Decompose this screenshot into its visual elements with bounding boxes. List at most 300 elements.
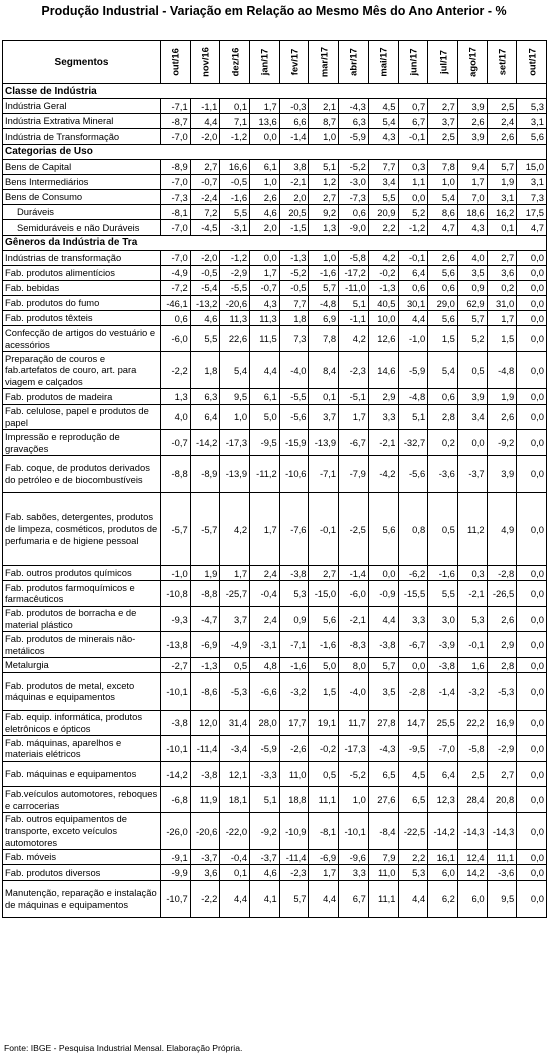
value-cell: 17,5 [517, 205, 547, 220]
value-cell: 0,0 [517, 761, 547, 787]
value-cell: 9,2 [309, 205, 339, 220]
table-row [3, 850, 547, 865]
value-cell: 4,4 [190, 114, 220, 129]
value-cell: -14,3 [487, 812, 517, 849]
value-cell: 2,7 [428, 99, 458, 114]
value-cell: 4,4 [250, 352, 280, 389]
value-cell: 5,5 [428, 581, 458, 607]
value-cell: 18,8 [279, 787, 309, 813]
value-cell: 5,4 [220, 352, 250, 389]
table-row [3, 159, 547, 174]
value-cell: 1,0 [309, 250, 339, 265]
value-cell: 0,5 [220, 657, 250, 672]
value-cell: 20,8 [487, 787, 517, 813]
value-cell: -1,5 [279, 220, 309, 235]
value-cell: 4,0 [457, 250, 487, 265]
value-cell: -10,1 [161, 736, 191, 762]
segment-label: Fab. sabões, detergentes, produtos de limpeza, cosméticos, produtos de perfumaria e de higiene pessoal [3, 493, 161, 566]
segment-label: Fab. produtos de madeira [3, 389, 161, 404]
value-cell: 2,7 [309, 565, 339, 580]
value-cell: 0,0 [517, 632, 547, 658]
table-row [3, 205, 547, 220]
value-cell: 5,0 [250, 404, 280, 430]
value-cell: -3,9 [428, 632, 458, 658]
value-cell: -1,6 [220, 189, 250, 204]
value-cell: 0,0 [517, 455, 547, 492]
value-cell: -0,1 [309, 493, 339, 566]
value-cell: -3,0 [339, 174, 369, 189]
value-cell: -1,4 [279, 129, 309, 144]
value-cell: -5,9 [398, 352, 428, 389]
value-cell: -1,4 [339, 565, 369, 580]
value-cell: 4,4 [398, 311, 428, 326]
value-cell: -1,1 [339, 311, 369, 326]
value-cell: 3,5 [368, 673, 398, 710]
value-cell: 16,6 [220, 159, 250, 174]
value-cell: -13,8 [161, 632, 191, 658]
value-cell: -2,2 [190, 880, 220, 917]
value-cell: -22,5 [398, 812, 428, 849]
value-cell: -8,9 [190, 455, 220, 492]
value-cell: 3,7 [220, 606, 250, 632]
segment-label: Confecção de artigos do vestuário e acessórios [3, 326, 161, 352]
value-cell: 62,9 [457, 296, 487, 311]
month-column-header [457, 41, 487, 84]
value-cell: 1,7 [250, 99, 280, 114]
value-cell: -3,2 [279, 673, 309, 710]
value-cell: 2,4 [487, 114, 517, 129]
value-cell: -6,7 [398, 632, 428, 658]
value-cell: -4,9 [161, 265, 191, 280]
month-label: jun/17 [407, 48, 419, 76]
value-cell: 4,2 [368, 250, 398, 265]
value-cell: -7,1 [309, 455, 339, 492]
value-cell: 5,1 [309, 159, 339, 174]
value-cell: 1,7 [220, 565, 250, 580]
value-cell: -3,4 [220, 736, 250, 762]
value-cell: 0,0 [517, 565, 547, 580]
value-cell: 0,0 [517, 389, 547, 404]
table-row [3, 865, 547, 880]
value-cell: 1,7 [339, 404, 369, 430]
value-cell: -9,9 [161, 865, 191, 880]
value-cell: 4,0 [161, 404, 191, 430]
value-cell: -2,7 [161, 657, 191, 672]
value-cell: -6,2 [398, 565, 428, 580]
value-cell: -5,4 [190, 280, 220, 295]
value-cell: -4,3 [339, 99, 369, 114]
value-cell: 13,6 [250, 114, 280, 129]
value-cell: -1,6 [309, 265, 339, 280]
value-cell: -25,7 [220, 581, 250, 607]
value-cell: -0,2 [309, 736, 339, 762]
segment-label: Manutenção, reparação e instalação de máquinas e equipamentos [3, 880, 161, 917]
value-cell: 3,1 [517, 114, 547, 129]
table-row [3, 880, 547, 917]
table-body [3, 84, 547, 918]
value-cell: 12,4 [457, 850, 487, 865]
value-cell: 1,9 [487, 389, 517, 404]
value-cell: 6,4 [190, 404, 220, 430]
table-row [3, 761, 547, 787]
production-table [2, 40, 547, 918]
value-cell: 3,1 [487, 189, 517, 204]
table-row [3, 129, 547, 144]
value-cell: -2,9 [220, 265, 250, 280]
value-cell: 6,7 [339, 880, 369, 917]
value-cell: -15,0 [309, 581, 339, 607]
month-label: jan/17 [258, 48, 270, 76]
value-cell: -6,9 [309, 850, 339, 865]
value-cell: 4,9 [487, 493, 517, 566]
value-cell: 7,3 [279, 326, 309, 352]
month-label: mai/17 [377, 47, 389, 77]
table-row [3, 250, 547, 265]
value-cell: 2,7 [309, 189, 339, 204]
value-cell: -2,0 [190, 250, 220, 265]
value-cell: 11,1 [487, 850, 517, 865]
value-cell: -3,8 [161, 710, 191, 736]
value-cell: 5,7 [457, 311, 487, 326]
value-cell: 0,1 [220, 99, 250, 114]
month-label: out/16 [169, 48, 181, 76]
value-cell: -3,6 [487, 865, 517, 880]
table-row [3, 265, 547, 280]
value-cell: 0,6 [161, 311, 191, 326]
value-cell: 29,0 [428, 296, 458, 311]
table-header-row [3, 41, 547, 84]
value-cell: 28,0 [250, 710, 280, 736]
value-cell: -10,7 [161, 880, 191, 917]
value-cell: 3,5 [457, 265, 487, 280]
value-cell: 5,1 [398, 404, 428, 430]
value-cell: 9,5 [220, 389, 250, 404]
value-cell: 11,9 [190, 787, 220, 813]
value-cell: 2,6 [487, 606, 517, 632]
value-cell: 1,7 [457, 174, 487, 189]
month-column-header [339, 41, 369, 84]
value-cell: -2,3 [339, 352, 369, 389]
value-cell: 5,4 [368, 114, 398, 129]
value-cell: 7,7 [279, 296, 309, 311]
value-cell: 7,8 [309, 326, 339, 352]
value-cell: 5,5 [190, 326, 220, 352]
segment-label: Fab. coque, de produtos derivados do petróleo e de biocombustíveis [3, 455, 161, 492]
value-cell: 40,5 [368, 296, 398, 311]
value-cell: 12,3 [428, 787, 458, 813]
value-cell: 0,0 [517, 606, 547, 632]
value-cell: 5,3 [398, 865, 428, 880]
value-cell: -1,3 [368, 280, 398, 295]
value-cell: 2,2 [368, 220, 398, 235]
value-cell: -5,6 [279, 404, 309, 430]
value-cell: 3,9 [457, 389, 487, 404]
segment-label: Fab. produtos do fumo [3, 296, 161, 311]
value-cell: 31,0 [487, 296, 517, 311]
value-cell: -7,0 [161, 250, 191, 265]
month-column-header [487, 41, 517, 84]
value-cell: 7,0 [457, 189, 487, 204]
value-cell: -8,1 [309, 812, 339, 849]
value-cell: 2,4 [250, 565, 280, 580]
value-cell: -26,0 [161, 812, 191, 849]
value-cell: -13,9 [220, 455, 250, 492]
table-row [3, 311, 547, 326]
value-cell: 2,7 [487, 250, 517, 265]
value-cell: -8,1 [161, 205, 191, 220]
table-row [3, 99, 547, 114]
value-cell: -4,0 [339, 673, 369, 710]
value-cell: -5,2 [339, 159, 369, 174]
value-cell: -14,2 [161, 761, 191, 787]
month-label: fev/17 [288, 48, 300, 76]
value-cell: 0,9 [279, 606, 309, 632]
value-cell: 0,0 [517, 880, 547, 917]
value-cell: -5,7 [161, 493, 191, 566]
value-cell: -7,1 [161, 99, 191, 114]
segment-label: Indústria Extrativa Mineral [3, 114, 161, 129]
value-cell: 19,1 [309, 710, 339, 736]
value-cell: 1,0 [309, 129, 339, 144]
segment-label: Preparação de couros e fab.artefatos de couro, art. para viagem e calçados [3, 352, 161, 389]
value-cell: 14,7 [398, 710, 428, 736]
value-cell: 2,5 [428, 129, 458, 144]
value-cell: 0,0 [517, 673, 547, 710]
value-cell: 0,0 [250, 129, 280, 144]
section-label: Categorias de Uso [3, 144, 547, 159]
value-cell: 1,3 [161, 389, 191, 404]
value-cell: -2,0 [190, 129, 220, 144]
value-cell: 1,3 [309, 220, 339, 235]
value-cell: 11,0 [368, 865, 398, 880]
value-cell: -14,2 [190, 430, 220, 456]
value-cell: 0,0 [517, 581, 547, 607]
value-cell: -2,4 [190, 189, 220, 204]
value-cell: 3,9 [487, 455, 517, 492]
value-cell: -3,8 [428, 657, 458, 672]
value-cell: -0,1 [398, 250, 428, 265]
segment-label: Fab. equip. informática, produtos eletrônicos e ópticos [3, 710, 161, 736]
value-cell: -0,3 [279, 99, 309, 114]
value-cell: 18,1 [220, 787, 250, 813]
value-cell: 4,8 [250, 657, 280, 672]
table-row [3, 389, 547, 404]
value-cell: -3,1 [220, 220, 250, 235]
value-cell: 0,6 [428, 280, 458, 295]
value-cell: 0,0 [517, 311, 547, 326]
value-cell: -9,3 [161, 606, 191, 632]
value-cell: 3,7 [428, 114, 458, 129]
value-cell: 6,1 [250, 159, 280, 174]
value-cell: 1,0 [220, 404, 250, 430]
value-cell: 27,6 [368, 787, 398, 813]
value-cell: -2,8 [398, 673, 428, 710]
value-cell: -1,2 [398, 220, 428, 235]
value-cell: 9,4 [457, 159, 487, 174]
value-cell: 0,1 [220, 865, 250, 880]
value-cell: 7,1 [220, 114, 250, 129]
table-row [3, 455, 547, 492]
month-column-header [279, 41, 309, 84]
month-column-header [368, 41, 398, 84]
value-cell: 0,0 [517, 404, 547, 430]
value-cell: 3,3 [398, 606, 428, 632]
value-cell: -3,7 [190, 850, 220, 865]
value-cell: -8,6 [190, 673, 220, 710]
value-cell: 4,6 [250, 865, 280, 880]
value-cell: 20,9 [368, 205, 398, 220]
value-cell: -0,5 [190, 265, 220, 280]
value-cell: 7,7 [368, 159, 398, 174]
value-cell: 0,2 [487, 280, 517, 295]
value-cell: 4,4 [398, 880, 428, 917]
table-row [3, 632, 547, 658]
month-column-header [250, 41, 280, 84]
section-header-row [3, 144, 547, 159]
value-cell: 2,7 [190, 159, 220, 174]
value-cell: 11,3 [250, 311, 280, 326]
value-cell: 5,1 [339, 296, 369, 311]
segment-label: Fab. máquinas, aparelhos e materiais elétricos [3, 736, 161, 762]
value-cell: -2,8 [487, 565, 517, 580]
value-cell: -1,0 [161, 565, 191, 580]
segment-label: Duráveis [3, 205, 161, 220]
value-cell: -9,5 [250, 430, 280, 456]
value-cell: -2,3 [279, 865, 309, 880]
value-cell: 2,6 [250, 189, 280, 204]
value-cell: 4,1 [250, 880, 280, 917]
value-cell: 0,5 [428, 493, 458, 566]
value-cell: -10,6 [279, 455, 309, 492]
value-cell: 2,4 [250, 606, 280, 632]
segment-label: Indústrias de transformação [3, 250, 161, 265]
segment-label: Semiduráveis e não Duráveis [3, 220, 161, 235]
value-cell: -0,2 [368, 265, 398, 280]
segment-label: Fab. máquinas e equipamentos [3, 761, 161, 787]
value-cell: 4,4 [309, 880, 339, 917]
value-cell: 11,1 [368, 880, 398, 917]
value-cell: 0,2 [428, 430, 458, 456]
value-cell: -0,7 [250, 280, 280, 295]
table-row [3, 493, 547, 566]
value-cell: 11,7 [339, 710, 369, 736]
value-cell: -1,6 [279, 657, 309, 672]
value-cell: 0,0 [457, 430, 487, 456]
value-cell: -5,3 [220, 673, 250, 710]
value-cell: -14,3 [457, 812, 487, 849]
month-column-header [398, 41, 428, 84]
value-cell: 0,0 [517, 250, 547, 265]
value-cell: -6,7 [339, 430, 369, 456]
value-cell: 1,7 [487, 311, 517, 326]
value-cell: -5,3 [487, 673, 517, 710]
value-cell: 18,6 [457, 205, 487, 220]
value-cell: 27,8 [368, 710, 398, 736]
value-cell: 4,3 [368, 129, 398, 144]
value-cell: 2,9 [487, 632, 517, 658]
value-cell: -7,9 [339, 455, 369, 492]
value-cell: 16,2 [487, 205, 517, 220]
value-cell: 31,4 [220, 710, 250, 736]
value-cell: -1,2 [220, 129, 250, 144]
value-cell: 12,0 [190, 710, 220, 736]
section-label: Classe de Indústria [3, 84, 547, 99]
value-cell: -0,7 [161, 430, 191, 456]
value-cell: -6,6 [250, 673, 280, 710]
value-cell: 3,1 [517, 174, 547, 189]
value-cell: -4,7 [190, 606, 220, 632]
table-row [3, 174, 547, 189]
value-cell: 3,0 [428, 606, 458, 632]
value-cell: -3,3 [250, 761, 280, 787]
value-cell: -11,2 [250, 455, 280, 492]
value-cell: 6,4 [428, 761, 458, 787]
value-cell: 4,2 [339, 326, 369, 352]
table-row [3, 581, 547, 607]
table-row [3, 326, 547, 352]
month-label: out/17 [526, 48, 538, 76]
value-cell: -7,3 [161, 189, 191, 204]
value-cell: 6,3 [190, 389, 220, 404]
table-row [3, 673, 547, 710]
value-cell: 5,3 [457, 606, 487, 632]
value-cell: -46,1 [161, 296, 191, 311]
value-cell: 0,0 [517, 736, 547, 762]
segment-label: Fab. produtos diversos [3, 865, 161, 880]
value-cell: -13,2 [190, 296, 220, 311]
value-cell: 5,4 [428, 189, 458, 204]
table-row [3, 430, 547, 456]
value-cell: 0,0 [517, 280, 547, 295]
value-cell: -4,3 [368, 736, 398, 762]
value-cell: 5,3 [279, 581, 309, 607]
value-cell: 0,0 [517, 787, 547, 813]
value-cell: 9,5 [487, 880, 517, 917]
value-cell: 1,5 [428, 326, 458, 352]
value-cell: -8,9 [161, 159, 191, 174]
value-cell: -7,0 [161, 174, 191, 189]
value-cell: 5,6 [428, 265, 458, 280]
value-cell: -1,2 [220, 250, 250, 265]
value-cell: -3,1 [250, 632, 280, 658]
value-cell: -2,6 [279, 736, 309, 762]
value-cell: 4,2 [220, 493, 250, 566]
month-column-header [517, 41, 547, 84]
value-cell: -2,2 [161, 352, 191, 389]
value-cell: 0,1 [487, 220, 517, 235]
value-cell: 15,0 [517, 159, 547, 174]
value-cell: 1,0 [339, 787, 369, 813]
value-cell: 2,5 [457, 761, 487, 787]
value-cell: 3,6 [487, 265, 517, 280]
value-cell: 5,6 [517, 129, 547, 144]
value-cell: -32,7 [398, 430, 428, 456]
value-cell: -26,5 [487, 581, 517, 607]
segment-label: Fab. produtos têxteis [3, 311, 161, 326]
table-row [3, 812, 547, 849]
table-row [3, 787, 547, 813]
table-row [3, 736, 547, 762]
value-cell: 0,6 [428, 389, 458, 404]
section-header-row [3, 84, 547, 99]
value-cell: 0,8 [398, 493, 428, 566]
value-cell: -22,0 [220, 812, 250, 849]
value-cell: 0,0 [250, 250, 280, 265]
table-row [3, 352, 547, 389]
segment-label: Fab.veículos automotores, reboques e carrocerias [3, 787, 161, 813]
value-cell: 1,1 [398, 174, 428, 189]
value-cell: 1,7 [309, 865, 339, 880]
